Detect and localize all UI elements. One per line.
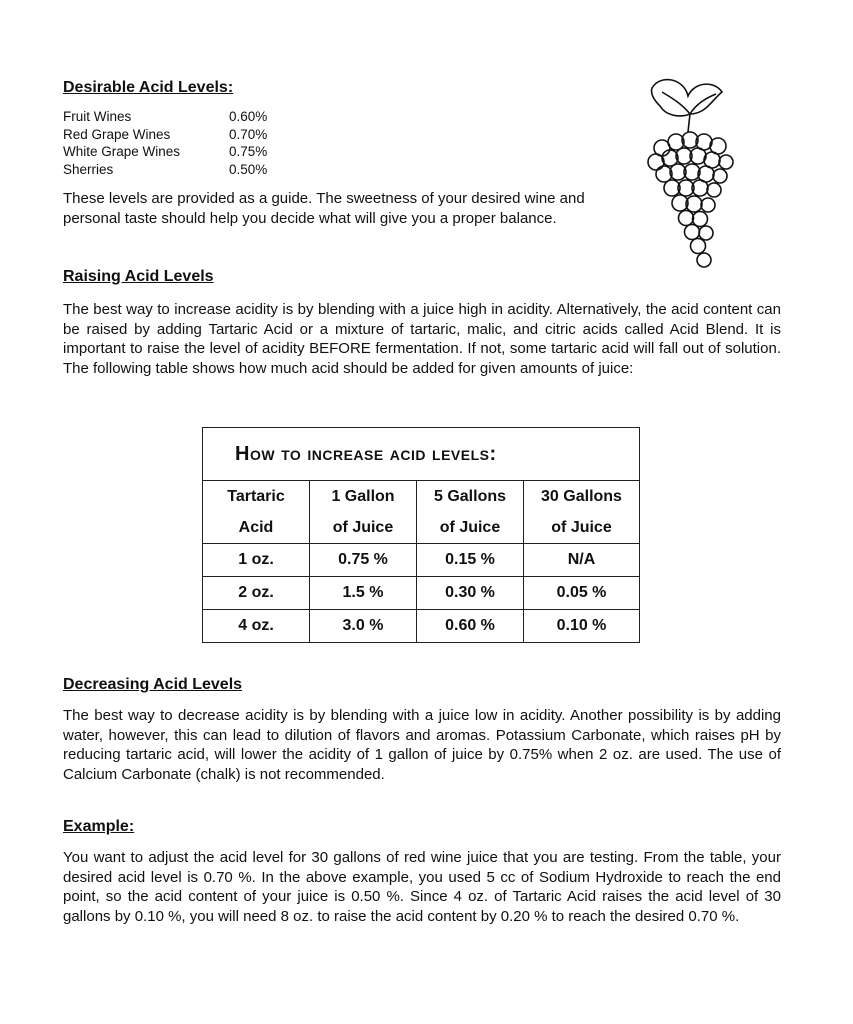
column-header: Tartaric Acid [203, 481, 310, 544]
acid-levels-list [63, 108, 267, 178]
table-cell: N/A [524, 544, 640, 577]
raising-heading: Raising Acid Levels [63, 268, 214, 285]
list-item [63, 108, 267, 126]
column-header: 30 Gallons of Juice [524, 481, 640, 544]
acid-increase-table [202, 427, 640, 643]
table-cell: 2 oz. [203, 577, 310, 610]
grape-cluster-icon [640, 70, 750, 280]
table-row [203, 577, 640, 610]
guide-paragraph: These levels are provided as a guide. The sweetness of your desired wine and personal taste should help you decide what will give you a proper balance. [63, 190, 585, 227]
table-title: How to increase acid levels: [203, 428, 640, 481]
level-name: Red Grape Wines [63, 126, 171, 142]
raising-paragraph: The best way to increase acidity is by blending with a juice high in acidity. Alternatively, the acid content can be raised by adding Tartaric Acid or a mixture of tartaric, malic, and citric acids called Acid Blend. It is important to raise the level of acidity BEFORE fermentation. If not, some tartaric acid will fall out of solution. The following table shows how much acid should be added for given amounts of juice: [63, 301, 781, 377]
level-value: 0.50% [229, 161, 268, 177]
level-value: 0.60% [229, 109, 268, 124]
table-header-row [203, 481, 640, 544]
example-paragraph: You want to adjust the acid level for 30 gallons of red wine juice that you are testing. From the table, your desired acid level is 0.70 %. In the above example, you used 5 cc of Sodium Hydroxide to reach the end point, so the acid content of your juice is 0.50 %. Since 4 oz. of Tartaric Acid raises the acid level of 30 gallons by 0.10 %, you will need 8 oz. to raise the acid content by 0.20 % to reach the desired 0.70 %. [63, 849, 781, 925]
table-cell: 0.60 % [417, 610, 524, 643]
table-cell: 0.05 % [524, 577, 640, 610]
table-cell: 0.10 % [524, 610, 640, 643]
column-header: 5 Gallons of Juice [417, 481, 524, 544]
decreasing-paragraph: The best way to decrease acidity is by blending with a juice low in acidity. Another possibility is by adding water, however, this can lead to dilution of flavors and aromas. Potassium Carbonate, which raises pH by reducing tartaric acid, will lower the acidity of 1 gallon of juice by 0.75% when 2 oz. are used. The use of Calcium Carbonate (chalk) is not recommended. [63, 707, 781, 783]
level-value: 0.70% [229, 126, 268, 142]
desirable-heading: Desirable Acid Levels: [63, 79, 234, 96]
level-name: Fruit Wines [63, 109, 132, 124]
level-name: White Grape Wines [63, 144, 181, 159]
example-heading: Example: [63, 818, 135, 835]
table-cell: 0.30 % [417, 577, 524, 610]
list-item [63, 143, 267, 161]
list-item [63, 161, 267, 179]
level-value: 0.75% [229, 144, 268, 159]
table-cell: 1.5 % [310, 577, 417, 610]
table-row [203, 544, 640, 577]
level-name: Sherries [63, 161, 114, 177]
list-item [63, 126, 267, 144]
table-row [203, 610, 640, 643]
decreasing-heading: Decreasing Acid Levels [63, 676, 243, 693]
table-cell: 4 oz. [203, 610, 310, 643]
table-cell: 0.75 % [310, 544, 417, 577]
table-cell: 3.0 % [310, 610, 417, 643]
table-cell: 0.15 % [417, 544, 524, 577]
table-cell: 1 oz. [203, 544, 310, 577]
column-header: 1 Gallon of Juice [310, 481, 417, 544]
